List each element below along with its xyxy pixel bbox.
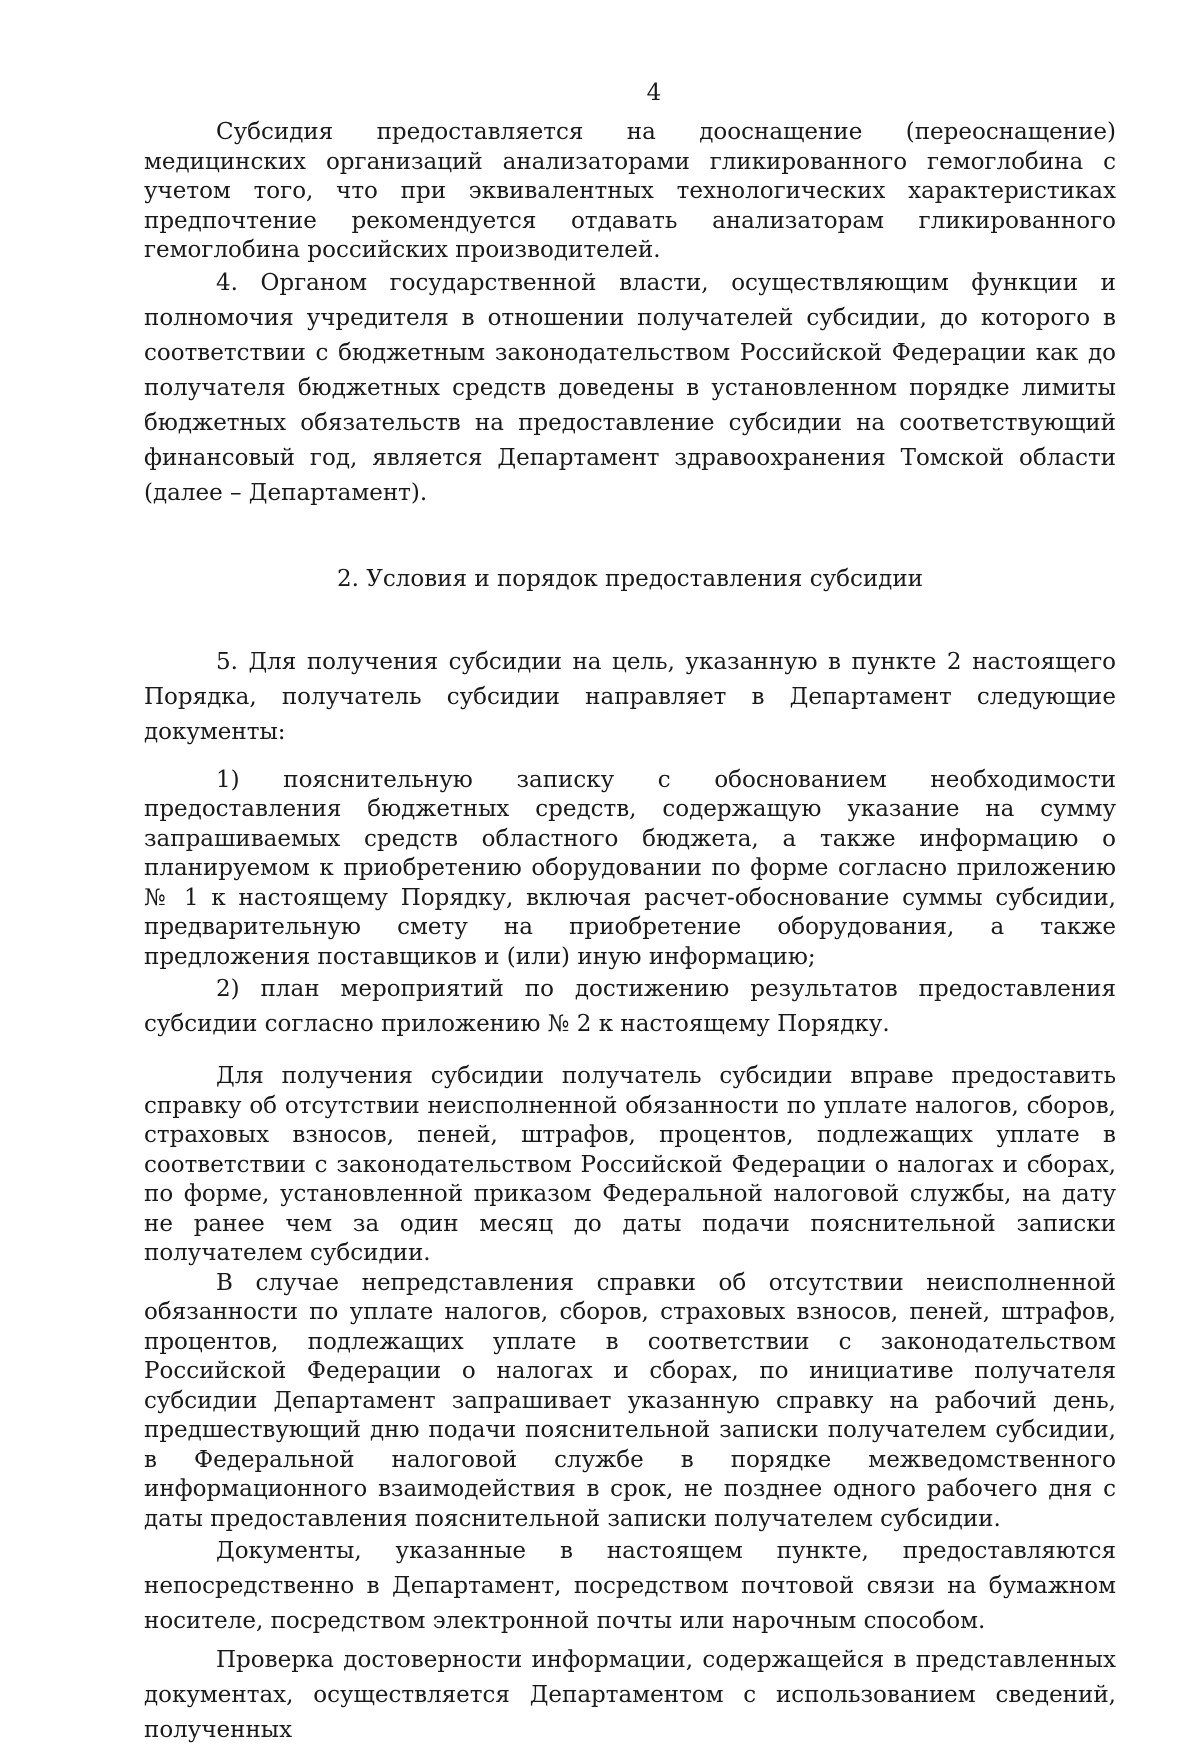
- paragraph-5-documents: 5. Для получения субсидии на цель, указанную в пункте 2 настоящего Порядка, получатель субсидии направляет в Департамент следующие документы:: [144, 648, 1116, 745]
- section-heading: 2. Условия и порядок предоставления субсидии: [337, 565, 923, 592]
- list-item-2-action-plan: 2) план мероприятий по достижению результатов предоставления субсидии согласно приложению № 2 к настоящему Порядку.: [144, 976, 1116, 1037]
- paragraph-tax-certificate: Для получения субсидии получатель субсидии вправе предоставить справку об отсутствии неисполненной обязанности по уплате налогов, сборов, страховых взносов, пеней, штрафов, процентов, подлежащих уплате в соответствии с законодательством Российской Федерации о налогах и сборах, по форме, установленной приказом Федеральной налоговой службы, на дату не ранее чем за один месяц до даты подачи пояснительной записки получателем субсидии.: [144, 1063, 1116, 1266]
- paragraph-subsidy-purpose: Субсидия предоставляется на дооснащение (переоснащение) медицинских организаций анализаторами гликированного гемоглобина с учетом того, что при эквивалентных технологических характеристиках предпочтение рекомендуется отдавать анализаторам гликированного гемоглобина российских производителей.: [144, 119, 1116, 263]
- list-item-1-explanatory-note: 1) пояснительную записку с обоснованием необходимости предоставления бюджетных средств, содержащую указание на сумму запрашиваемых средств областного бюджета, а также информацию о планируемом к приобретению оборудовании по форме согласно приложению № 1 к настоящему Порядку, включая расчет-обоснование суммы субсидии, предварительную смету на приобретение оборудования, а также предложения поставщиков и (или) иную информацию;: [144, 766, 1116, 970]
- paragraph-interagency-request: В случае непредставления справки об отсутствии неисполненной обязанности по уплате налогов, сборов, страховых взносов, пеней, штрафов, процентов, подлежащих уплате в соответствии с законодательством Российской Федерации о налогах и сборах, по инициативе получателя субсидии Департамент запрашивает указанную справку на рабочий день, предшествующий дню подачи пояснительной записки получателем субсидии, в Федеральной налоговой службе в порядке межведомственного информационного взаимодействия в срок, не позднее одного рабочего дня с даты предоставления пояснительной записки получателем субсидии.: [144, 1269, 1116, 1532]
- paragraph-submission-methods: Документы, указанные в настоящем пункте, предоставляются непосредственно в Департамент, посредством почтовой связи на бумажном носителе, посредством электронной почты или нарочным способом.: [144, 1538, 1116, 1634]
- page-number: 4: [646, 80, 662, 106]
- paragraph-4-authority: 4. Органом государственной власти, осуществляющим функции и полномочия учредителя в отношении получателей субсидии, до которого в соответствии с бюджетным законодательством Российской Федерации как до получателя бюджетных средств доведены в установленном порядке лимиты бюджетных обязательств на предоставление субсидии на соответствующий финансовый год, является Департамент здравоохранения Томской области (далее – Департамент).: [144, 269, 1116, 506]
- paragraph-verification: Проверка достоверности информации, содержащейся в представленных документах, осуществляется Департаментом с использованием сведений, полученных: [144, 1647, 1116, 1743]
